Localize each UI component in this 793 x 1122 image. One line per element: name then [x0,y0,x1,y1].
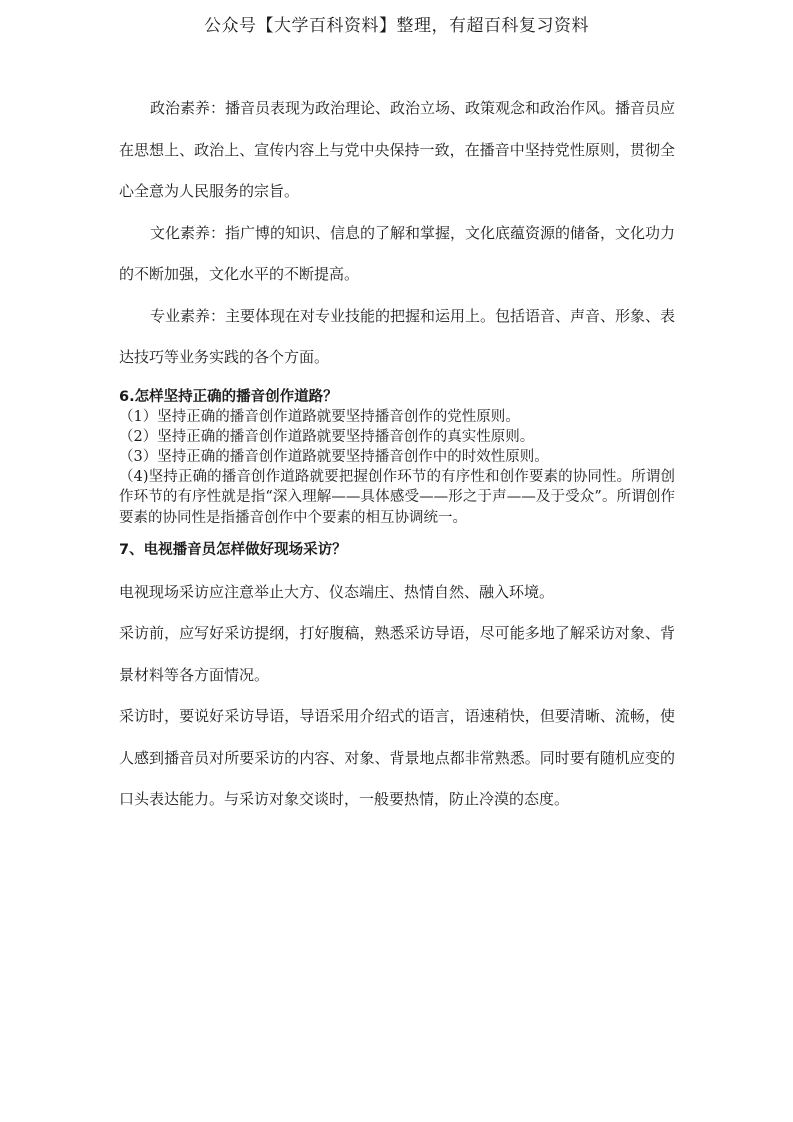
page-header: 公众号【大学百科资料】整理，有超百科复习资料 [204,16,589,36]
question-7-paragraph-3: 采访时，要说好采访导语，导语采用介绍式的语言，语速稍快，但要清晰、流畅，使人感到播音员对所要采访的内容、对象、背景地点都非常熟悉。同时要有随机应变的口头表达能力。与采访对象交谈时，一般要热情，防止冷漠的态度。 [119,707,675,809]
question-7-heading: 7、电视播音员怎样做好现场采访？ [119,541,347,558]
question-6-item-2: （2）坚持正确的播音创作道路就要坚持播音创作的真实性原则。 [119,428,535,445]
paragraph-cultural-quality: 文化素养：指广博的知识、信息的了解和掌握，文化底蕴资源的储备，文化功力的不断加强，文化水平的不断提高。 [119,223,676,283]
question-6-item-4: （4)坚持正确的播音创作道路就要把握创作环节的有序性和创作要素的协同性。所谓创作环节的有序性就是指“深入理解——具体感受——形之于声——及于受众”。所谓创作要素的协同性是指播音创作中个要素的相互协调统一。 [119,469,675,526]
document-body [119,88,675,821]
paragraph-political-quality: 政治素养：播音员表现为政治理论、政治立场、政策观念和政治作风。播音员应在思想上、政治上、宣传内容上与党中央保持一致，在播音中坚持党性原则，贯彻全心全意为人民服务的宗旨。 [119,99,676,200]
paragraph-professional-quality: 专业素养：主要体现在对专业技能的把握和运用上。包括语音、声音、形象、表达技巧等业务实践的各个方面。 [119,306,676,366]
question-6-heading: 6.怎样坚持正确的播音创作道路？ [119,388,338,405]
question-7-paragraph-1: 电视现场采访应注意举止大方、仪态端庄、热情自然、融入环境。 [119,582,555,601]
question-7-paragraph-2: 采访前，应写好采访提纲，打好腹稿，熟悉采访导语，尽可能多地了解采访对象、背景材料等各方面情况。 [119,624,675,684]
question-6-item-1: （1）坚持正确的播音创作道路就要坚持播音创作的党性原则。 [119,408,520,425]
question-6-item-3: （3）坚持正确的播音创作道路就要坚持播音创作中的时效性原则。 [119,448,549,465]
